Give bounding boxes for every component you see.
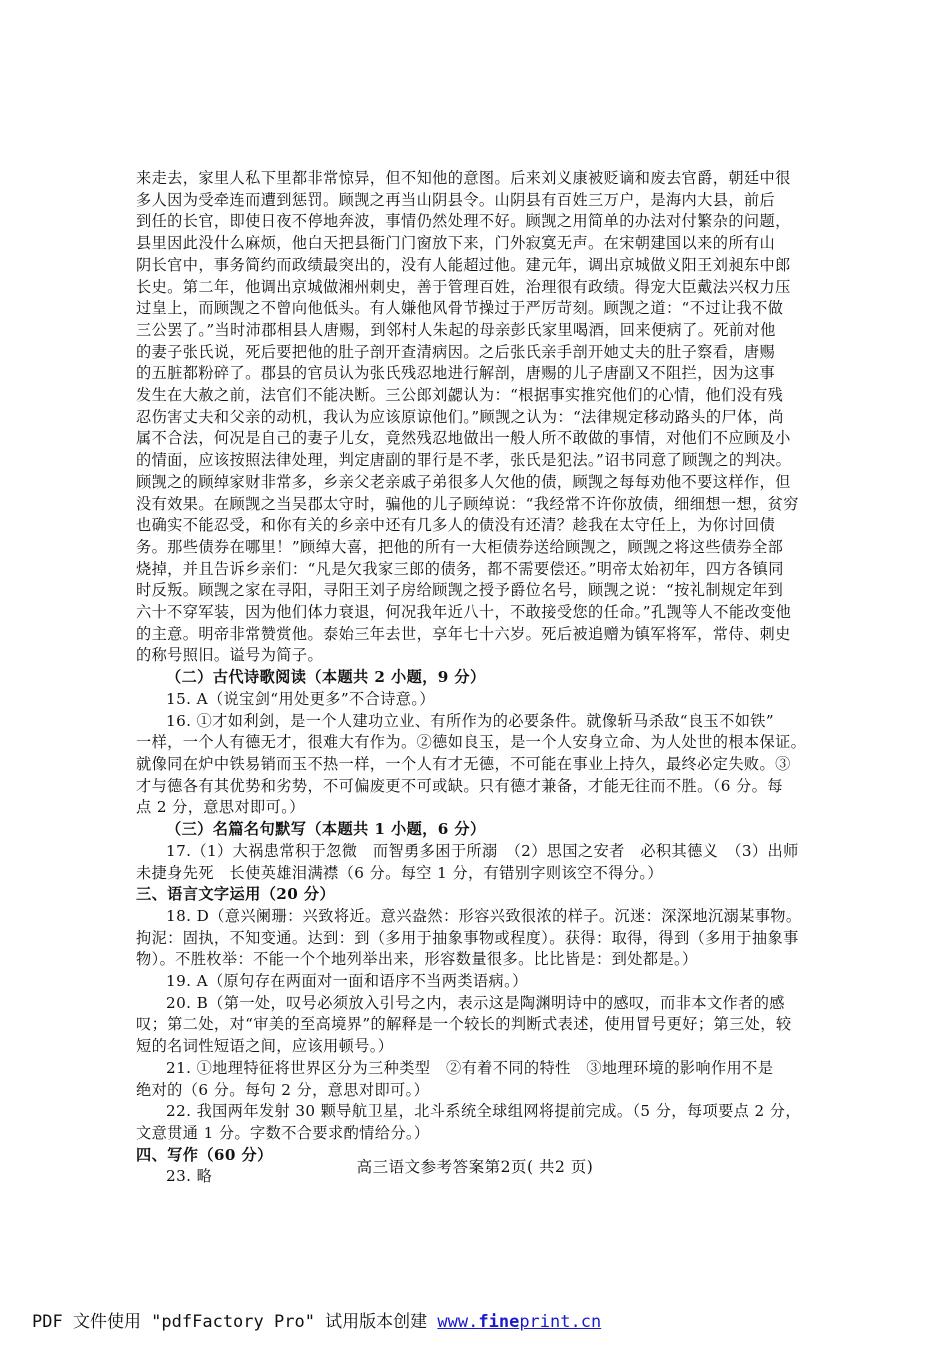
answer-line: 点 2 分，意思对即可。） xyxy=(136,798,305,817)
text-line: 多人因为受牵连而遭到惩罚。顾觊之再当山阴县令。山阴县有百姓三万户，是海内大县，前后 xyxy=(136,190,776,209)
answer-line: 就像同在炉中铁易销而玉不热一样，一个人有才无德，不可能在事业上持久，最终必定失败。③ xyxy=(136,754,791,773)
answer-line: 16. ①才如利剑，是一个人建功立业、有所作为的必要条件。就像斩马杀敌“良玉不如铁” xyxy=(166,711,775,730)
page-footer: 高三语文参考答案第2页( 共2 页) xyxy=(356,1158,594,1176)
text-line: 烧掉，并且告诉乡亲们：“凡是欠我家三郎的债务，都不需要偿还。”明帝太始初年，四方各镇同 xyxy=(136,559,784,578)
answer-line: 短的名词性短语之间，应该用顿号。） xyxy=(136,1037,394,1056)
text-line: 没有效果。在顾觊之当吴郡太守时，骗他的儿子顾绰说：“我经常不许你放债，细细想一想，贫穷 xyxy=(136,494,799,513)
text-line: 顾觊之的顾绰家财非常多，乡亲父老亲戚子弟很多人欠他的债，顾觊之每每劝他不要这样作，但 xyxy=(136,472,791,491)
answer-line: 未捷身先死 长使英雄泪满襟（6 分。每空 1 分，有错别字则该空不得分。） xyxy=(136,863,664,882)
answer-line: 23. 略 xyxy=(166,1167,213,1186)
pdf-watermark xyxy=(32,1307,601,1332)
watermark-link[interactable] xyxy=(437,1312,601,1332)
answer-line: 叹；第二处，对“审美的至高境界”的解释是一个较长的判断式表述，使用冒号更好；第三处，较 xyxy=(136,1015,792,1034)
answer-line: 18. D（意兴阑珊：兴致将近。意兴盎然：形容兴致很浓的样子。沉迷：深深地沉溺某事物。 xyxy=(166,906,802,925)
answer-line: 19. A（原句存在两面对一面和语序不当两类语病。） xyxy=(166,972,528,991)
text-line: 县里因此没什么麻烦，他白天把县衙门门窗放下来，门外寂寞无声。在宋朝建国以来的所有山 xyxy=(136,234,776,253)
text-line: 时反叛。顾觊之家在寻阳，寻阳王刘子房给顾觊之授予爵位名号，顾觊之说：“按礼制规定年到 xyxy=(136,581,784,600)
answer-line: 21. ①地理特征将世界区分为三种类型 ②有着不同的特性 ③地理环境的影响作用不是 xyxy=(166,1058,774,1077)
watermark-link-part: print xyxy=(519,1312,571,1332)
text-line: 到任的长官，即使日夜不停地奔波，事情仍然处理不好。顾觊之用简单的办法对付繁杂的问题， xyxy=(136,212,791,231)
document-body xyxy=(136,168,816,1188)
watermark-link-part: .cn xyxy=(570,1312,602,1332)
text-line: 六十不穿军装，因为他们体力衰退，何况我年近八十，不敢接受您的任命。”孔觊等人不能改变他 xyxy=(136,603,792,622)
watermark-text: PDF 文件使用 "pdfFactory Pro" 试用版本创建 xyxy=(32,1312,438,1332)
answer-line: 文意贯通 1 分。字数不合要求酌情给分。） xyxy=(136,1123,430,1142)
text-line: 阴长官中，事务简约而政绩最突出的，没有人能超过他。建元年，调出京城做义阳王刘昶东中郎 xyxy=(136,255,791,274)
text-line: 的称号照旧。谥号为简子。 xyxy=(136,646,324,665)
answer-line: 22. 我国两年发射 30 颗导航卫星，北斗系统全球组网将提前完成。（5 分，每项要点 2 分， xyxy=(166,1102,801,1121)
answer-line: 15. A（说宝剑“用处更多”不合诗意。） xyxy=(166,689,435,708)
text-line: 务。那些债券在哪里！”顾绰大喜，把他的所有一大柜债券送给顾觊之，顾觊之将这些债券全部 xyxy=(136,537,784,556)
answer-line: 20. B（第一处，叹号必须放入引号之内，表示这是陶渊明诗中的感叹，而非本文作者的感 xyxy=(166,993,785,1012)
answer-line: 绝对的（6 分。每句 2 分，意思对即可。） xyxy=(136,1080,430,1099)
answer-section xyxy=(136,667,816,1188)
answer-line: 才与德各有其优势和劣势，不可偏废更不可或缺。只有德才兼备，才能无往而不胜。（6 分。每 xyxy=(136,776,783,795)
section-heading: 三、语言文字运用（20 分） xyxy=(136,885,336,904)
text-line: 发生在大赦之前，法官们不能决断。三公郎刘勰认为：“根据事实推究他们的心情，他们没有残 xyxy=(136,386,784,405)
answer-line: 物）。不胜枚举：不能一个个地列举出来，形容数量很多。比比皆是：到处都是。） xyxy=(136,950,698,969)
section-heading: 四、写作（60 分） xyxy=(136,1145,273,1164)
passage-translation xyxy=(136,168,816,667)
text-line: 过皇上，而顾觊之不曾向他低头。有人嫌他风骨节操过于严厉苛刻。顾觊之道：“不过让我不做 xyxy=(136,299,784,318)
text-line: 忍伤害丈夫和父亲的动机，我认为应该原谅他们。”顾觊之认为：“法律规定移动路头的尸体，尚 xyxy=(136,407,784,426)
watermark-link-part: fine xyxy=(478,1312,520,1332)
text-line: 的情面，应该按照法律处理，判定唐副的罪行是不孝，张氏是犯法。”诏书同意了顾觊之的判决。 xyxy=(136,451,792,470)
watermark-link-part: www. xyxy=(437,1312,479,1332)
text-line: 的主意。明帝非常赞赏他。泰始三年去世，享年七十六岁。死后被追赠为镇军将军，常侍、刺史 xyxy=(136,624,791,643)
answer-line: 17.（1）大祸患常积于忽微 而智勇多困于所溺 （2）思国之安者 必积其德义 （3）出师 xyxy=(166,841,799,860)
answer-line: 拘泥：固执，不知变通。达到：到（多用于抽象事物或程度）。获得：取得，得到（多用于抽象事 xyxy=(136,928,799,947)
text-line: 来走去，家里人私下里都非常惊异，但不知他的意图。后来刘义康被贬谪和废去官爵，朝廷中很 xyxy=(136,169,791,187)
text-line: 也确实不能忍受，和你有关的乡亲中还有几多人的债没有还清？趁我在太守任上，为你讨回债 xyxy=(136,516,776,535)
section-heading: （二）古代诗歌阅读（本题共 2 小题，9 分） xyxy=(166,668,486,687)
answer-line: 一样，一个人有德无才，很难大有作为。②德如良玉，是一个人安身立命、为人处世的根本保证。 xyxy=(136,733,807,752)
section-heading: （三）名篇名句默写（本题共 1 小题，6 分） xyxy=(166,820,486,839)
text-line: 的妻子张氏说，死后要把他的肚子剖开查清病因。之后张氏亲手剖开她丈夫的肚子察看，唐赐 xyxy=(136,342,776,361)
text-line: 长史。第二年，他调出京城做湘州刺史，善于管理百姓，治理很有政绩。得宠大臣戴法兴权力压 xyxy=(136,277,791,296)
text-line: 的五脏都粉碎了。郡县的官员认为张氏残忍地进行解剖，唐赐的儿子唐副又不阻拦，因为这事 xyxy=(136,364,776,383)
text-line: 三公罢了。”当时沛郡相县人唐赐，到邻村人朱起的母亲彭氏家里喝酒，回来便病了。死前对他 xyxy=(136,320,776,339)
text-line: 属不合法，何况是自己的妻子儿女，竟然残忍地做出一般人所不敢做的事情，对他们不应顾及小 xyxy=(136,429,791,448)
